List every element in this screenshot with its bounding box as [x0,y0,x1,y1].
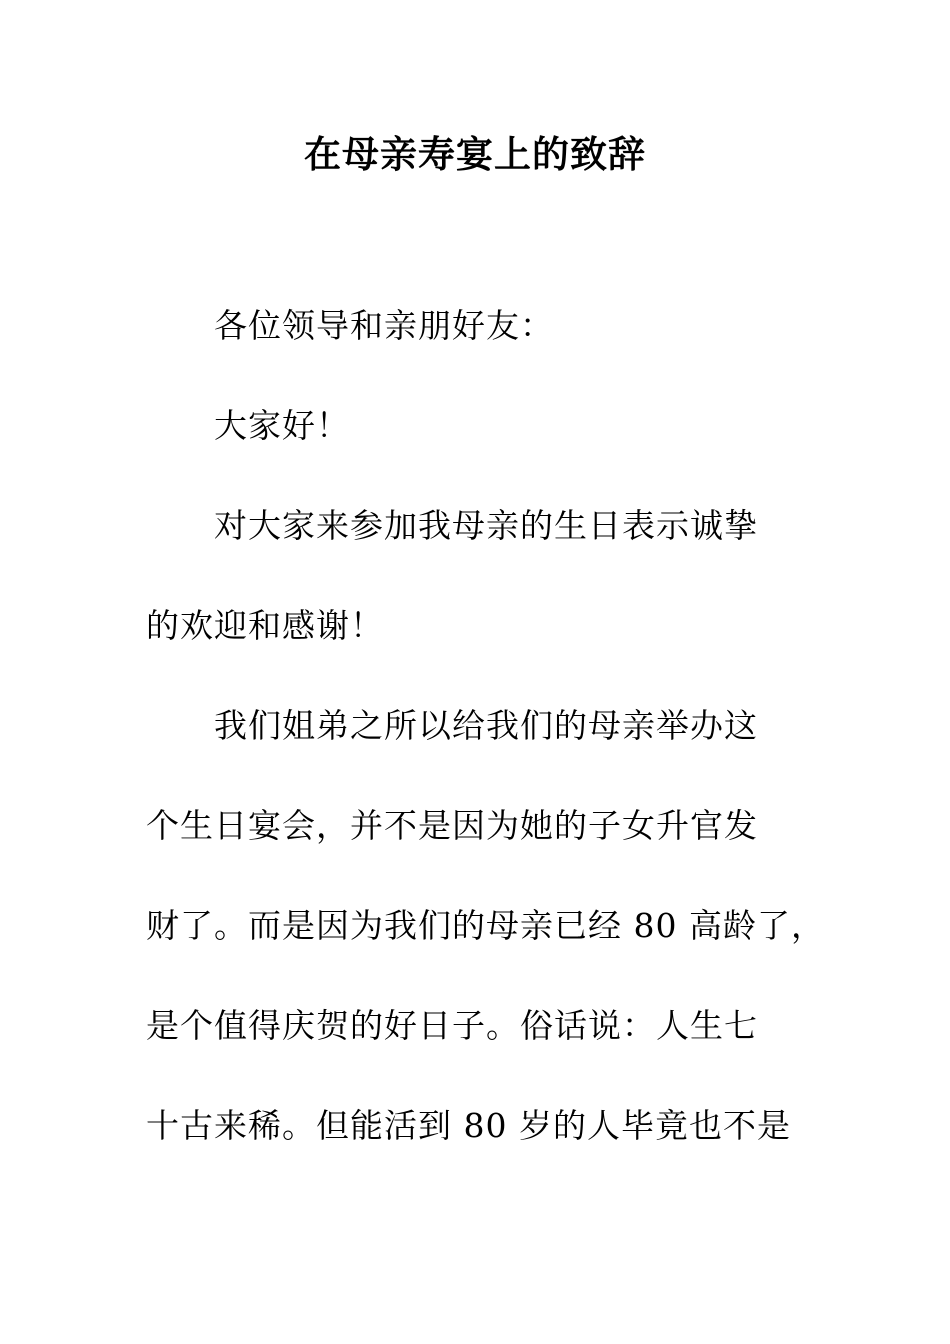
paragraph-line: 个生日宴会，并不是因为她的子女升官发 [146,806,758,845]
paragraph-line: 各位领导和亲朋好友： [214,306,554,345]
paragraph-line: 我们姐弟之所以给我们的母亲举办这 [214,706,758,745]
paragraph-line: 财了。而是因为我们的母亲已经 80 高龄了， [146,906,825,945]
document-title: 在母亲寿宴上的致辞 [304,132,646,176]
paragraph-line: 是个值得庆贺的好日子。俗话说：人生七 [146,1006,758,1045]
paragraph-line: 十古来稀。但能活到 80 岁的人毕竟也不是 [146,1106,791,1145]
paragraph-line: 大家好！ [214,406,350,445]
paragraph-line: 对大家来参加我母亲的生日表示诚挚 [214,506,758,545]
paragraph-line: 的欢迎和感谢！ [146,606,384,645]
